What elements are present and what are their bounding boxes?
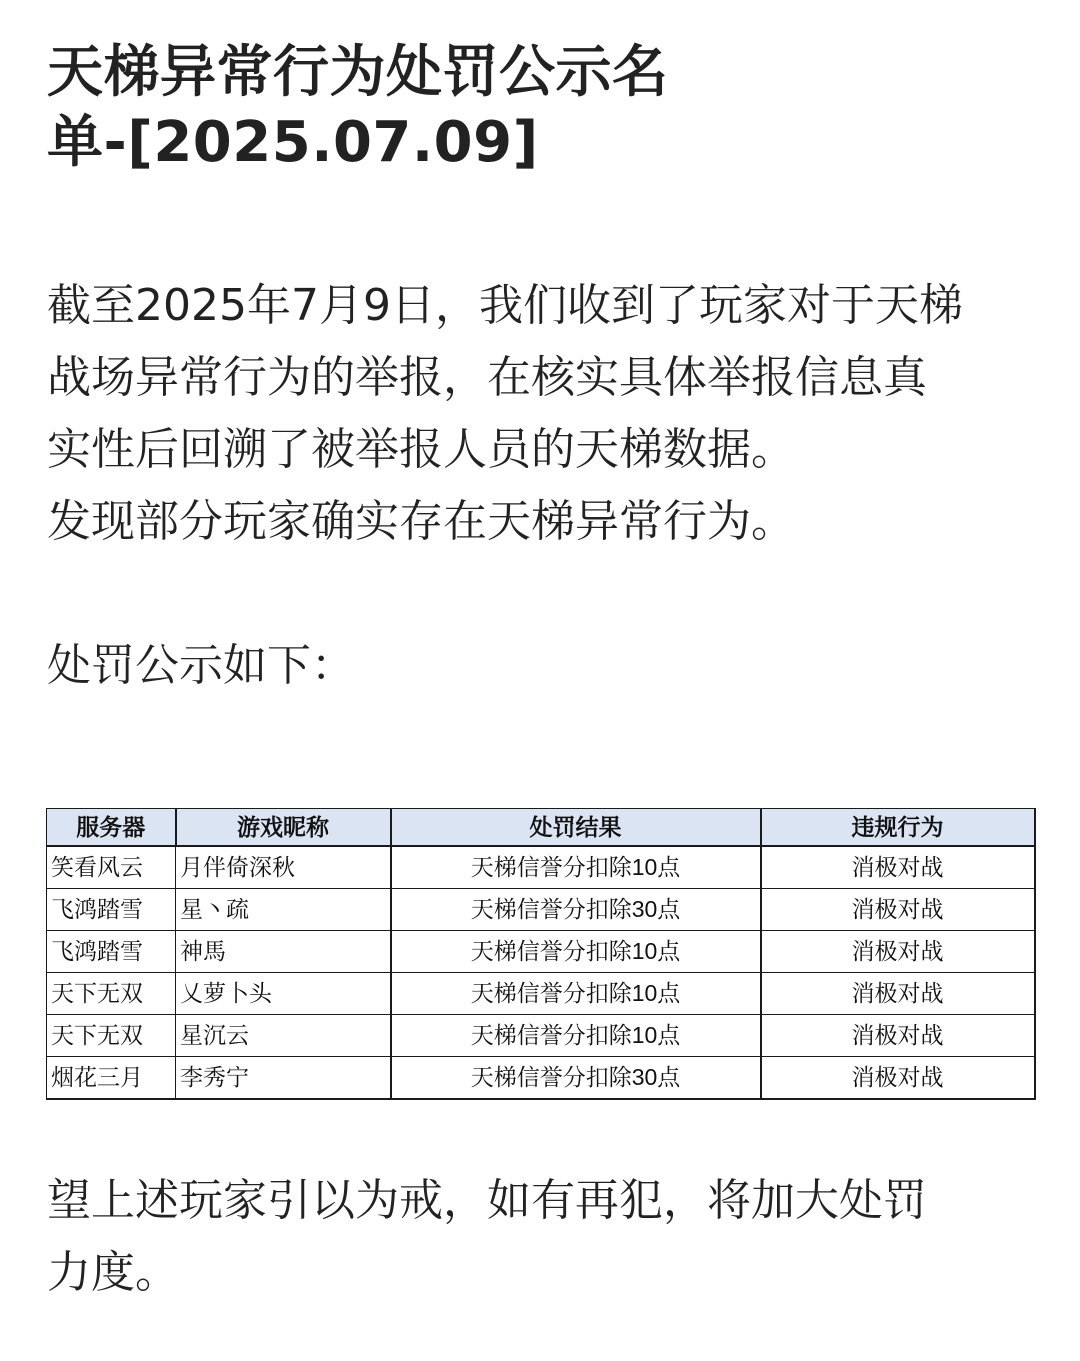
intro-line-2: 战场异常行为的举报，在核实具体举报信息真 [47, 352, 927, 403]
cell-nickname: 李秀宁 [176, 1057, 391, 1100]
cell-penalty: 天梯信誉分扣除30点 [391, 889, 761, 931]
table-header-row [47, 809, 1035, 847]
table-heading-text: 处罚公示如下： [47, 640, 355, 691]
penalty-table-image[interactable] [46, 808, 1034, 1100]
table-row [47, 846, 1035, 889]
cell-nickname: 星丶疏 [176, 889, 391, 931]
intro-line-3: 实性后回溯了被举报人员的天梯数据。 [47, 424, 795, 475]
penalty-table [46, 808, 1036, 1100]
cell-nickname: 乂萝卜头 [176, 973, 391, 1015]
table-row [47, 931, 1035, 973]
table-row [47, 1057, 1035, 1100]
cell-violation: 消极对战 [761, 973, 1035, 1015]
closing-line-2: 力度。 [47, 1247, 179, 1298]
cell-violation: 消极对战 [761, 889, 1035, 931]
closing-paragraph [47, 1165, 1047, 1309]
cell-nickname: 神馬 [176, 931, 391, 973]
cell-penalty: 天梯信誉分扣除10点 [391, 973, 761, 1015]
cell-penalty: 天梯信誉分扣除10点 [391, 931, 761, 973]
cell-violation: 消极对战 [761, 1015, 1035, 1057]
column-header-server: 服务器 [47, 809, 176, 847]
column-header-penalty: 处罚结果 [391, 809, 761, 847]
article-title [47, 38, 1037, 178]
column-header-nickname: 游戏昵称 [176, 809, 391, 847]
cell-nickname: 星沉云 [176, 1015, 391, 1057]
cell-server: 烟花三月 [47, 1057, 176, 1100]
cell-violation: 消极对战 [761, 931, 1035, 973]
cell-violation: 消极对战 [761, 846, 1035, 889]
intro-paragraph [47, 270, 1047, 558]
intro-line-4: 发现部分玩家确实存在天梯异常行为。 [47, 496, 795, 547]
cell-penalty: 天梯信誉分扣除30点 [391, 1057, 761, 1100]
cell-penalty: 天梯信誉分扣除10点 [391, 846, 761, 889]
table-heading [47, 630, 1047, 702]
cell-server: 笑看风云 [47, 846, 176, 889]
cell-server: 飞鸿踏雪 [47, 889, 176, 931]
cell-server: 飞鸿踏雪 [47, 931, 176, 973]
cell-server: 天下无双 [47, 973, 176, 1015]
cell-server: 天下无双 [47, 1015, 176, 1057]
cell-penalty: 天梯信誉分扣除10点 [391, 1015, 761, 1057]
cell-violation: 消极对战 [761, 1057, 1035, 1100]
closing-line-1: 望上述玩家引以为戒，如有再犯，将加大处罚 [47, 1175, 927, 1226]
cell-nickname: 月伴倚深秋 [176, 846, 391, 889]
column-header-violation: 违规行为 [761, 809, 1035, 847]
article-title-line-2: 单-[2025.07.09] [47, 110, 539, 175]
article-title-line-1: 天梯异常行为处罚公示名 [47, 40, 669, 105]
table-row [47, 889, 1035, 931]
table-row [47, 973, 1035, 1015]
intro-line-1: 截至2025年7月9日，我们收到了玩家对于天梯 [47, 280, 963, 331]
table-row [47, 1015, 1035, 1057]
